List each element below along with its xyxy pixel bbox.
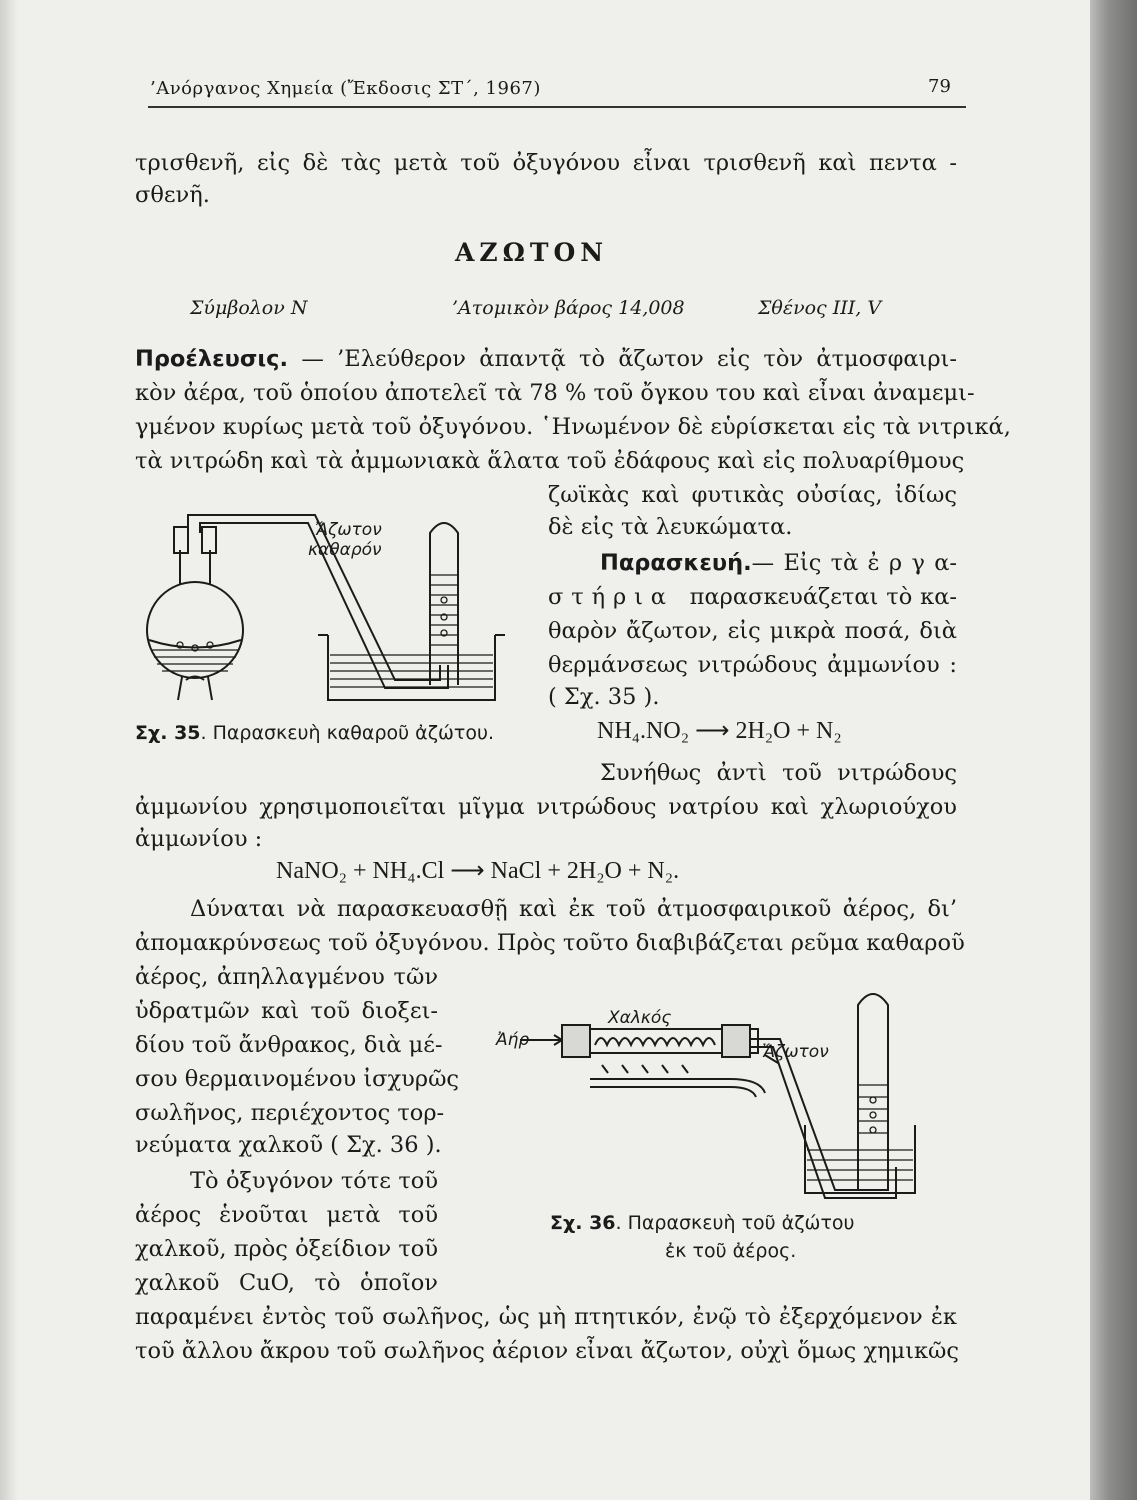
proeleusis-line-1 <box>135 344 957 374</box>
figure-36-label-copper: Χαλκός <box>608 1008 672 1028</box>
closing-line-2: τοῦ ἄλλου ἄκρου τοῦ σωλῆνος ἀέριον εἶναι ἄζωτον, οὐχὶ ὅμως χημικῶς <box>135 1338 960 1364</box>
proeleusis-line-4: τὰ νιτρώδη καὶ τὰ ἀμμωνιακὰ ἅλατα τοῦ ἐδάφους καὶ εἰς πολυαρίθμους <box>135 448 965 474</box>
stopper-left <box>174 527 188 553</box>
proeleusis-line-2: κὸν ἀέρα, τοῦ ὁποίου ἀποτελεῖ τὰ 78 % τοῦ ὄγκου του καὶ εἶναι ἀναμεμι- <box>135 380 975 406</box>
air-line-1: Δύναται νὰ παρασκευασθῇ καὶ ἐκ τοῦ ἀτμοσφαιρικοῦ ἀέρος, δι’ <box>190 896 957 922</box>
intro-line-1: τρισθενῆ, εἰς δὲ τὰς μετὰ τοῦ ὀξυγόνου εἶναι τρισθενῆ καὶ πεντα - <box>135 150 957 176</box>
figure-36-caption-prefix: Σχ. 36 <box>550 1212 616 1234</box>
figure-35-apparatus <box>140 505 510 715</box>
flask-neck <box>180 550 210 585</box>
closing-line-1: παραμένει ἐντὸς τοῦ σωλῆνος, ὡς μὴ πτητικόν, ἐνῷ τὸ ἐξερχόμενον ἐκ <box>135 1304 957 1330</box>
proeleusis-line-3: γμένον κυρίως μετὰ τοῦ ὀξυγόνου. ῾Ηνωμένον δὲ εὑρίσκεται εἰς τὰ νιτρικά, <box>135 414 1011 440</box>
air-line-8: νεύματα χαλκοῦ ( Σχ. 36 ). <box>135 1132 442 1158</box>
air-line-5: δίου τοῦ ἄνθρακος, διὰ μέ- <box>135 1032 443 1058</box>
figure-35-label-2: καθαρόν <box>308 540 382 560</box>
oxygen-line-1: Τὸ ὀξυγόνον τότε τοῦ <box>190 1168 438 1194</box>
page-number: 79 <box>928 76 951 97</box>
air-line-7: σωλῆνος, περιέχοντος τορ- <box>135 1100 445 1126</box>
outlet-tube-inner <box>750 1047 896 1198</box>
figure-36-caption-line-2: ἐκ τοῦ ἀέρος. <box>665 1240 797 1262</box>
paraskevi-line-4: θερμάνσεως νιτρώδους ἀμμωνίου : <box>548 652 957 678</box>
trough <box>328 635 495 700</box>
usual-line-1: Συνήθως ἀντὶ τοῦ νιτρώδους <box>600 760 957 786</box>
page-left-shadow <box>0 0 18 1500</box>
stopper-right <box>202 527 216 553</box>
paraskevi-line-5: ( Σχ. 35 ). <box>548 684 660 710</box>
figure-36-label-nitrogen: Ἄζωτον <box>762 1042 829 1062</box>
copper-turnings <box>595 1038 715 1045</box>
figure-35-caption <box>135 722 494 744</box>
flask-liquid-level <box>149 640 241 648</box>
air-line-3: ἀέρος, ἀπηλλαγμένου τῶν <box>135 964 438 990</box>
section-title: ΑΖΩΤΟΝ <box>455 238 609 267</box>
proeleusis-heading: Προέλευσις. <box>135 346 289 372</box>
figure-36-label-air: Ἀήρ <box>496 1030 530 1050</box>
usual-line-2: ἀμμωνίου χρησιμοποιεῖται μῖγμα νιτρώδους νατρίου καὶ χλωριούχου <box>135 794 957 820</box>
stopper-right <box>722 1025 750 1057</box>
atomic-weight: ’Ατομικὸν βάρος 14,008 <box>452 297 685 319</box>
element-symbol: Σύμβολον N <box>190 297 308 319</box>
page-right-edge <box>1090 0 1137 1500</box>
proeleusis-line-6: δὲ εἰς τὰ λευκώματα. <box>548 514 793 540</box>
burner-flames <box>602 1065 688 1073</box>
air-line-4: ὑδρατμῶν καὶ τοῦ διοξει- <box>135 998 438 1024</box>
proeleusis-line-5: ζωϊκὰς καὶ φυτικὰς οὐσίας, ἰδίως <box>548 482 957 508</box>
paraskevi-line-3: θαρὸν ἄζωτον, εἰς μικρὰ ποσά, διὰ <box>548 618 957 644</box>
header-rule <box>148 106 966 108</box>
figure-36-apparatus <box>490 985 920 1200</box>
paraskevi-line-1 <box>600 548 957 578</box>
burner <box>178 677 212 701</box>
stopper-left <box>562 1025 590 1057</box>
oxygen-line-2: ἀέρος ἑνοῦται μετὰ τοῦ <box>135 1202 438 1228</box>
paraskevi-heading: Παρασκευή. <box>600 550 752 576</box>
intro-line-2: σθενῆ. <box>135 182 210 208</box>
figure-36-caption-text: . Παρασκευὴ τοῦ ἀζώτου <box>615 1212 855 1234</box>
figure-35-label-1: Ἄζωτον <box>315 520 382 540</box>
air-line-6: σου θερμαινομένου ἰσχυρῶς <box>135 1066 460 1092</box>
inverted-test-tube <box>430 523 458 685</box>
trough <box>805 1125 915 1193</box>
figure-35-caption-prefix: Σχ. 35 <box>135 722 201 744</box>
air-line-2: ἀπομακρύνσεως τοῦ ὀξυγόνου. Πρὸς τοῦτο διαβιβάζεται ρεῦμα καθαροῦ <box>135 930 965 956</box>
valence: Σθένος III, V <box>758 297 882 319</box>
oxygen-line-4: χαλκοῦ CuO, τὸ ὁποῖον <box>135 1270 438 1296</box>
paraskevi-line-2: σ τ ή ρ ι α παρασκευάζεται τὸ κα- <box>548 584 957 610</box>
running-title: ’Ανόργανος Χημεία (Ἔκδοσις ΣΤ΄, 1967) <box>150 78 541 99</box>
equation-2: NaNO₂ + NH₄.Cl ⟶ NaCl + 2H₂O + N₂. <box>276 858 680 884</box>
proeleusis-line-1-text: — ’Ελεύθερον ἀπαντᾷ τὸ ἄζωτον εἰς τὸν ἀτμοσφαιρι- <box>288 346 957 372</box>
figure-35-caption-text: . Παρασκευὴ καθαροῦ ἀζώτου. <box>200 722 495 744</box>
figure-36-caption-line-1 <box>550 1212 855 1234</box>
paraskevi-line-1-text: — Εἰς τὰ ἐ ρ γ α- <box>751 550 957 576</box>
equation-1: NH₄.NO₂ ⟶ 2H₂O + N₂ <box>597 718 842 744</box>
oxygen-line-3: χαλκοῦ, πρὸς ὀξείδιον τοῦ <box>135 1236 438 1262</box>
usual-line-3: ἀμμωνίου : <box>135 826 263 852</box>
